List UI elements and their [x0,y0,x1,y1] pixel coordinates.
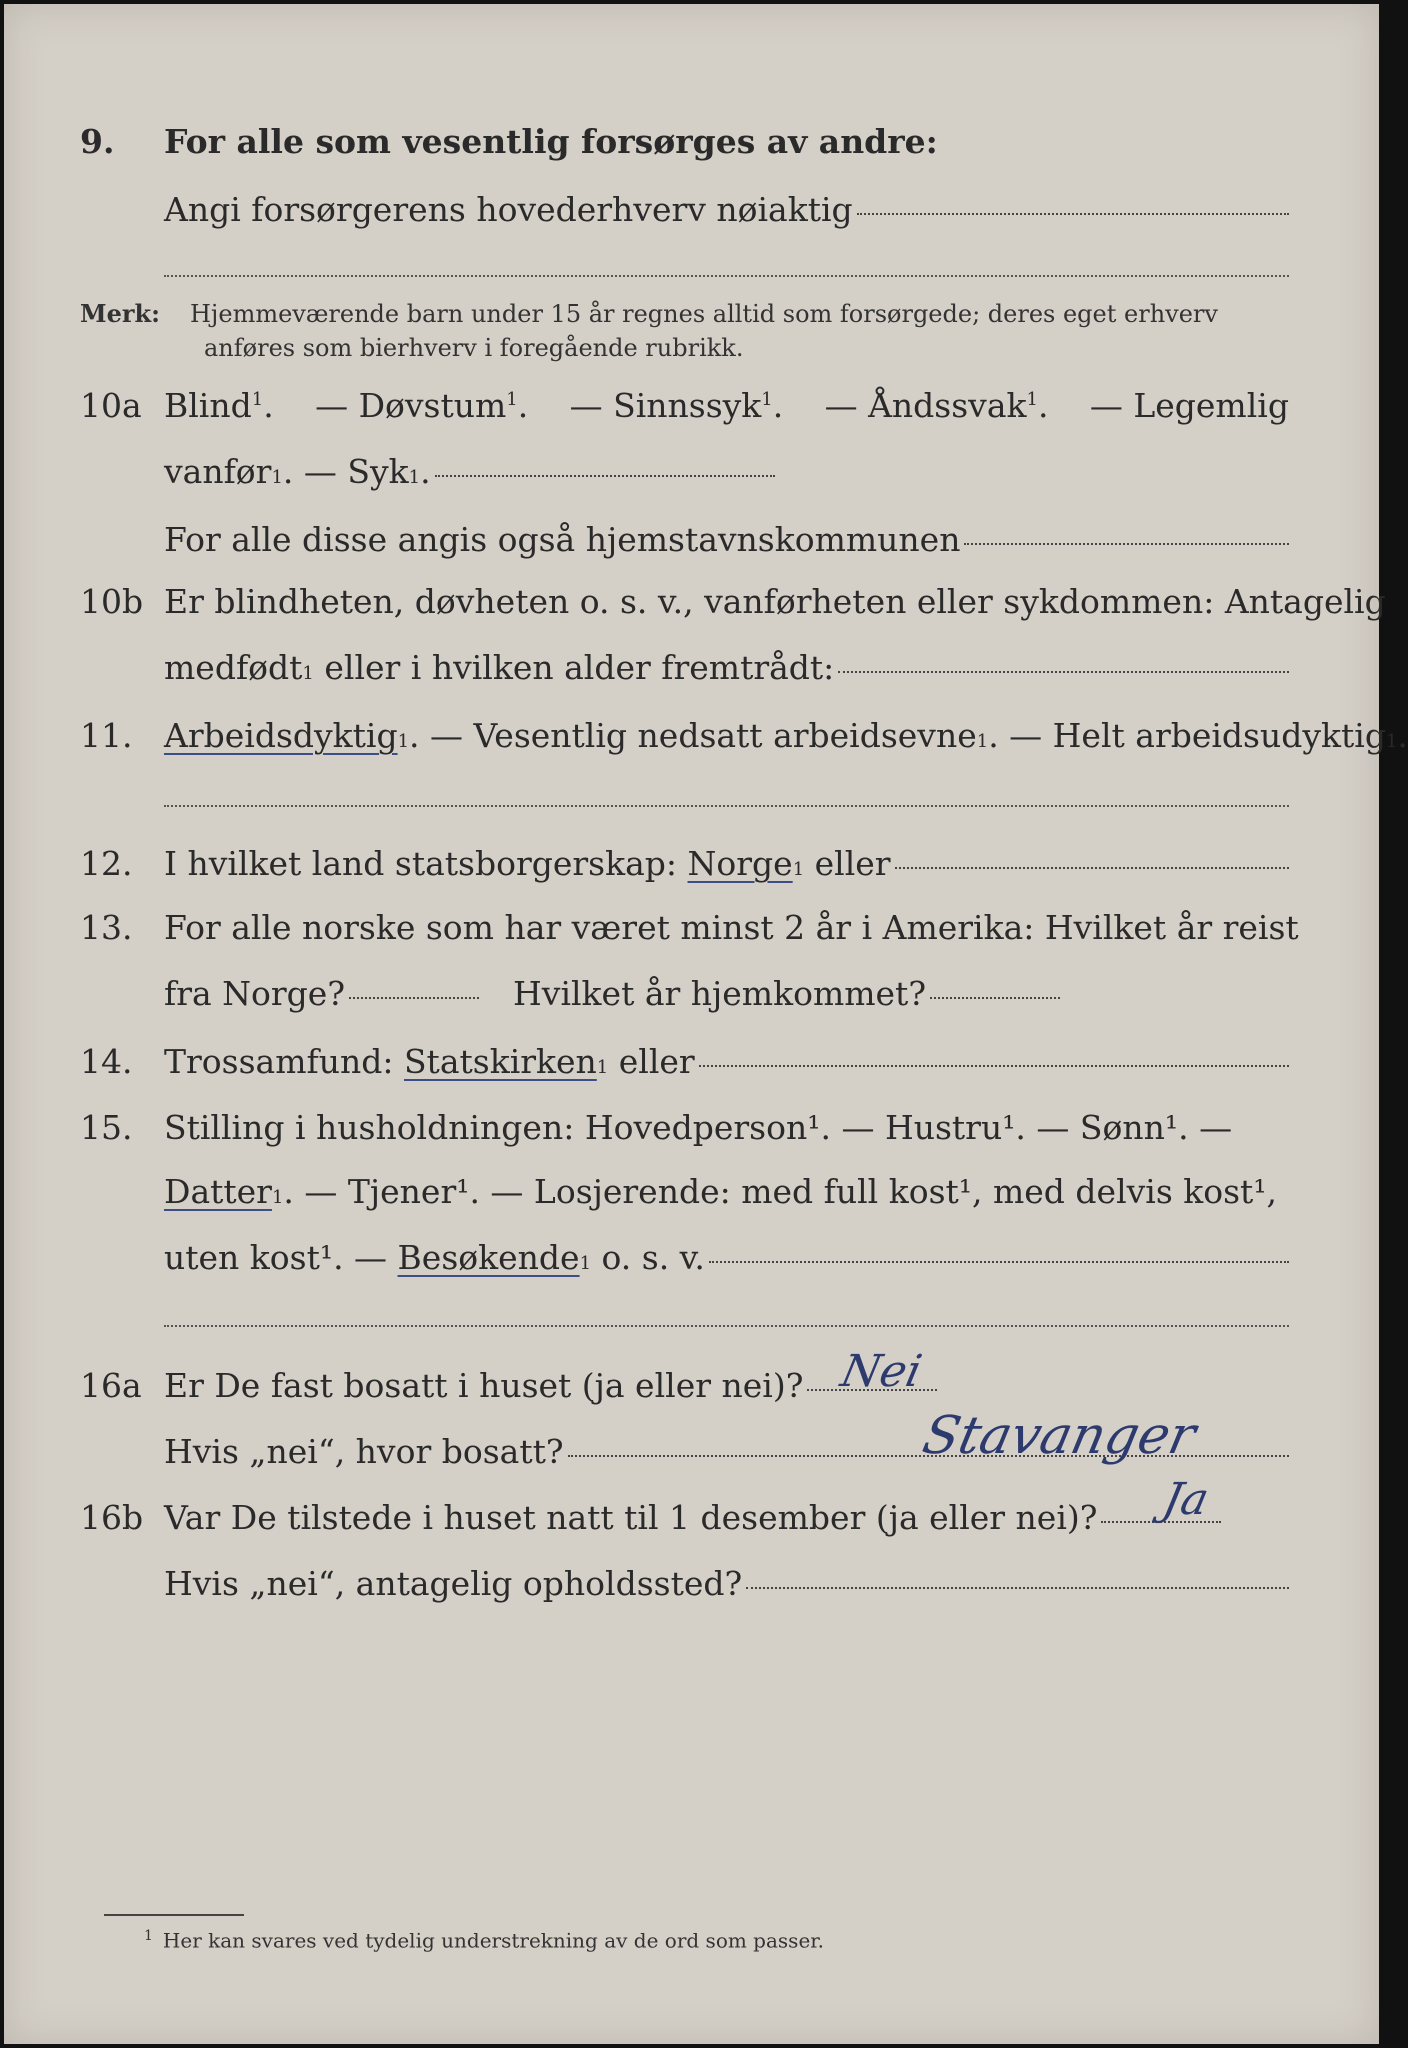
question-number: 9. [80,122,115,161]
question-text: I hvilket land statsborgerskap: Norge 1 eller [164,844,1289,884]
question-text: Stilling i husholdningen: Hovedperson¹. — Hustru¹. — Sønn¹. — [164,1108,1233,1147]
question-text: Arbeidsdyktig 1 . — Vesentlig nedsatt arbeidsevne 1 . — Helt arbeidsudyktig 1 . [164,716,1408,755]
blank-answer-rule [164,804,1289,807]
underlined-answer: Statskirken [403,1042,597,1081]
census-form-page [4,4,1408,2044]
answer-line: Hvis „nei“, hvor bosatt? [164,1432,1289,1472]
question-number: 16a [80,1366,142,1405]
blank-answer-rule [164,274,1289,277]
note-label: Merk: [80,299,160,328]
question-number: 16b [80,1498,144,1537]
question-number: 12. [80,844,133,883]
question-text: For alle som vesentlig forsørges av andre: [164,122,938,161]
handwritten-answer: Stavanger [917,1406,1201,1466]
blank-answer-rule [164,1324,1289,1327]
underlined-answer: Norge [687,844,793,883]
question-text: Trossamfund: Statskirken 1 eller [164,1042,1289,1082]
answer-line: fra Norge? Hvilket år hjemkommet? [164,974,1289,1014]
question-number: 14. [80,1042,133,1081]
question-number: 10a [80,386,142,425]
answer-line: medfødt 1 eller i hvilken alder fremtrådt: [164,648,1289,688]
answer-line: uten kost¹. — Besøkende 1 o. s. v. [164,1238,1289,1278]
footnote: $^1$ Her kan svares ved tydelig understrekning av de ord som passer. [144,1928,824,1953]
answer-line: Datter 1 . — Tjener¹. — Losjerende: med full kost¹, med delvis kost¹, [164,1172,1278,1211]
question-text: Er De fast bosatt i huset (ja eller nei)? [164,1366,1289,1406]
footnote-divider [104,1914,244,1916]
answer-line: vanfør 1 . — Syk 1 . [164,452,1289,492]
underlined-answer: Arbeidsdyktig [164,716,398,755]
handwritten-answer: Nei [836,1346,927,1397]
underlined-answer: Besøkende [397,1238,580,1277]
question-number: 15. [80,1108,133,1147]
question-text: Blind$^1$. — Døvstum$^1$. — Sinnssyk$^1$. — Åndssvak$^1$. — Legemlig [164,386,1289,425]
underlined-answer: Datter [164,1172,272,1211]
question-text: Var De tilstede i huset natt til 1 desember (ja eller nei)? [164,1498,1289,1538]
answer-line: Angi forsørgerens hovederhverv nøiaktig [164,190,1289,230]
question-number: 10b [80,582,144,621]
note-text: anføres som bierhverv i foregående rubrikk. [204,334,744,362]
note-text: Hjemmeværende barn under 15 år regnes alltid som forsørgede; deres eget erhverv [190,300,1218,328]
handwritten-answer: Ja [1158,1474,1214,1525]
answer-line: For alle disse angis også hjemstavnskommunen [164,520,1289,560]
question-text: Er blindheten, døvheten o. s. v., vanførheten eller sykdommen: Antagelig [164,582,1386,621]
question-number: 13. [80,908,133,947]
answer-line: Hvis „nei“, antagelig opholdssted? [164,1564,1289,1604]
question-number: 11. [80,716,133,755]
question-text: For alle norske som har været minst 2 år i Amerika: Hvilket år reist [164,908,1299,947]
